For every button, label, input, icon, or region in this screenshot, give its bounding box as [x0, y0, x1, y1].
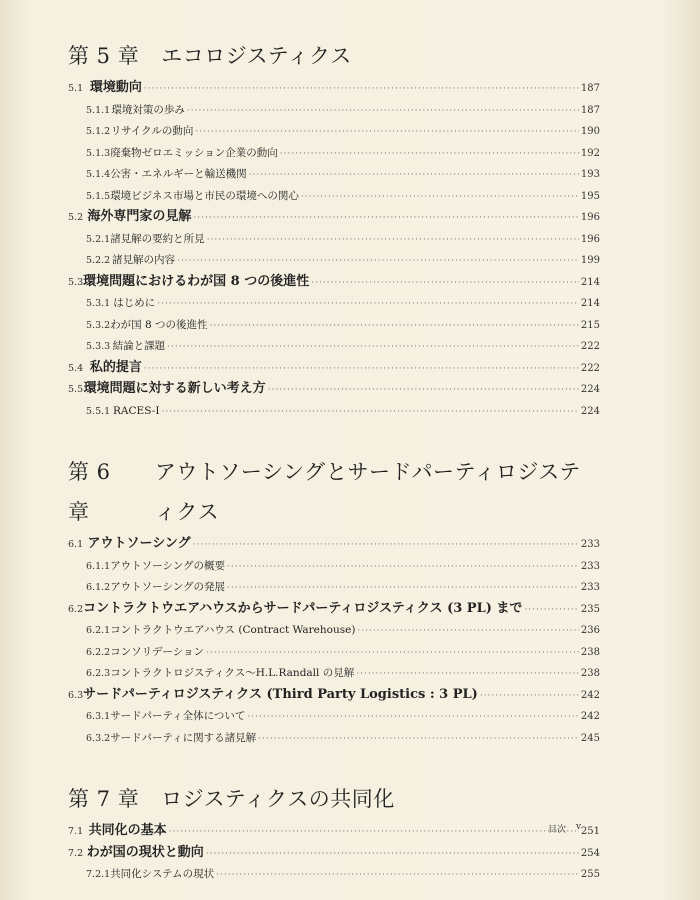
entry-title: 廃棄物ゼロエミッション企業の動向	[110, 146, 278, 159]
entry-title: 環境動向	[89, 80, 142, 95]
entry-number: 6.2.1	[86, 625, 111, 636]
entry-page-number: 242	[580, 689, 600, 701]
dot-leader	[144, 359, 579, 380]
section-entry	[68, 843, 600, 865]
entry-page-number: 190	[580, 126, 600, 137]
subsection-entry	[68, 556, 600, 578]
dot-leader	[227, 578, 579, 599]
subsection-entry	[68, 864, 600, 886]
entry-page-number: 238	[580, 646, 600, 658]
entry-title: 環境問題におけるわが国 8 つの後進性	[83, 273, 310, 289]
entry-number: 5.4	[68, 362, 84, 374]
section-entry	[68, 379, 600, 401]
chapter-label: 第 7 章	[68, 787, 140, 811]
entry-number: 5.2	[68, 212, 84, 223]
entry-page-number: 214	[580, 276, 600, 288]
chapter-title: ロジスティクスの共同化	[161, 787, 395, 811]
subsection-entry	[68, 315, 600, 337]
chapter-heading	[68, 452, 600, 532]
entry-number: 5.3.2	[86, 319, 111, 331]
entry-title: サードパーティ全体について	[110, 710, 246, 722]
entry-title: サードパーティに関する諸見解	[110, 731, 257, 744]
dot-leader	[162, 402, 579, 423]
dot-leader	[157, 294, 579, 315]
dot-leader	[356, 664, 579, 685]
entry-number: 5.3.1	[86, 298, 111, 309]
section-entry	[68, 534, 600, 556]
dot-leader	[167, 337, 579, 358]
entry-page-number: 214	[580, 298, 600, 309]
subsection-entry	[68, 336, 600, 358]
dot-leader	[357, 621, 578, 642]
dot-leader	[206, 844, 579, 865]
dot-leader	[193, 535, 579, 556]
dot-leader	[210, 316, 579, 337]
entry-title: サードパーティロジスティクス (Third Party Logistics : 3 PL)	[83, 686, 478, 702]
entry-number: 6.3.1	[86, 711, 111, 722]
chapter-label: 第 5 章	[68, 44, 140, 68]
entry-number: 7.2	[68, 847, 84, 859]
subsection-entry	[68, 577, 600, 599]
entry-page-number: 238	[580, 668, 600, 679]
section-entry	[68, 821, 600, 843]
entry-page-number: 193	[580, 169, 600, 180]
dot-leader	[301, 187, 579, 208]
entry-number: 5.1.3	[86, 147, 111, 159]
subsection-entry	[68, 620, 600, 642]
entry-page-number: 192	[580, 147, 600, 159]
entry-number: 5.3	[68, 276, 84, 288]
entry-number: 5.1.4	[86, 169, 111, 180]
footer-page-number: v	[576, 822, 582, 832]
entry-number: 5.1.1	[86, 104, 111, 116]
entry-page-number: 187	[580, 83, 600, 94]
section-entry	[68, 272, 600, 294]
entry-number: 6.3	[68, 689, 84, 701]
entry-title: コンソリデーション	[110, 645, 205, 658]
entry-number: 5.1.5	[86, 190, 111, 202]
section-entry	[68, 685, 600, 707]
entry-title: アウトソーシング	[87, 536, 191, 551]
page-footer	[548, 822, 581, 835]
dot-leader	[187, 101, 579, 122]
entry-number: 6.1	[68, 539, 84, 550]
subsection-entry	[68, 164, 600, 186]
subsection-entry	[68, 728, 600, 750]
entry-number: 6.3.2	[86, 732, 111, 744]
entry-page-number: 242	[580, 711, 600, 722]
dot-leader	[206, 643, 579, 664]
subsection-entry	[68, 293, 600, 315]
entry-title: 私的提言	[89, 359, 142, 375]
dot-leader	[480, 686, 579, 707]
section-entry	[68, 207, 600, 229]
entry-number: 6.1.1	[86, 560, 111, 572]
entry-page-number: 233	[580, 539, 600, 550]
dot-leader	[280, 144, 579, 165]
entry-number: 7.2.1	[86, 869, 111, 880]
dot-leader	[524, 600, 579, 621]
entry-page-number: 224	[580, 405, 600, 417]
subsection-entry	[68, 642, 600, 664]
dot-leader	[207, 230, 579, 251]
entry-number: 7.1	[68, 826, 84, 837]
subsection-entry	[68, 143, 600, 165]
entry-page-number: 195	[580, 190, 600, 202]
entry-title: 結論と課題	[112, 340, 166, 352]
table-of-contents	[68, 36, 600, 886]
dot-leader	[169, 822, 582, 843]
chapter-heading	[68, 36, 600, 76]
entry-number: 5.2.2	[86, 255, 111, 266]
entry-title: アウトソーシングの概要	[110, 559, 226, 572]
section-entry	[68, 78, 600, 100]
entry-page-number: 196	[580, 212, 600, 223]
entry-title: リサイクルの動向	[110, 125, 194, 137]
entry-title: アウトソーシングの発展	[110, 581, 226, 593]
section-entry	[68, 358, 600, 380]
entry-title: 諸見解の内容	[112, 254, 176, 266]
entry-page-number: 233	[580, 560, 600, 572]
chapter-title: アウトソーシングとサードパーティロジスティクス	[154, 460, 581, 524]
dot-leader	[311, 273, 579, 294]
entry-number: 6.2.3	[86, 668, 111, 679]
entry-page-number: 222	[580, 341, 600, 352]
subsection-entry	[68, 121, 600, 143]
entry-title: 環境ビジネス市場と市民の環境への関心	[110, 189, 299, 202]
entry-title: 環境問題に対する新しい考え方	[83, 381, 266, 396]
subsection-entry	[68, 401, 600, 423]
entry-page-number: 222	[580, 362, 600, 374]
subsection-entry	[68, 100, 600, 122]
dot-leader	[193, 208, 578, 229]
chapter-label: 第 6 章	[68, 460, 111, 524]
footer-label: 目次	[548, 825, 567, 835]
entry-title: わが国の現状と動向	[86, 844, 204, 860]
entry-page-number: 224	[580, 384, 600, 395]
entry-number: 6.1.2	[86, 582, 111, 593]
entry-page-number: 215	[580, 319, 600, 331]
entry-number: 5.5	[68, 384, 84, 395]
entry-page-number: 236	[580, 625, 600, 636]
subsection-entry	[68, 229, 600, 251]
entry-number: 6.2.2	[86, 646, 111, 658]
chapter-heading	[68, 779, 600, 819]
entry-page-number: 199	[580, 255, 600, 266]
entry-title: 公害・エネルギーと輸送機関	[110, 168, 247, 180]
entry-title: コントラクトウエアハウス (Contract Warehouse)	[110, 624, 356, 636]
entry-page-number: 235	[580, 603, 600, 615]
entry-page-number: 251	[580, 826, 600, 837]
dot-leader	[247, 707, 578, 728]
chapter-title: エコロジスティクス	[161, 44, 352, 68]
entry-title: コントラクトウエアハウスからサードパーティロジスティクス (3 PL) まで	[83, 600, 523, 616]
entry-page-number: 245	[580, 732, 600, 744]
dot-leader	[195, 122, 579, 143]
section-entry	[68, 599, 600, 621]
entry-page-number: 255	[580, 869, 600, 880]
entry-page-number: 254	[580, 847, 600, 859]
dot-leader	[144, 79, 579, 100]
entry-title: 諸見解の要約と所見	[110, 232, 205, 245]
entry-title: わが国 8 つの後進性	[110, 318, 208, 331]
entry-number: 5.1	[68, 83, 84, 94]
entry-title: 共同化の基本	[88, 823, 167, 838]
entry-page-number: 233	[580, 582, 600, 593]
entry-number: 5.1.2	[86, 126, 111, 137]
entry-number: 5.2.1	[86, 233, 111, 245]
dot-leader	[268, 380, 579, 401]
entry-number: 5.3.3	[86, 341, 111, 352]
entry-number: 5.5.1	[86, 405, 111, 417]
dot-leader	[227, 557, 579, 578]
dot-leader	[216, 865, 579, 886]
entry-title: はじめに	[113, 297, 156, 309]
entry-number: 6.2	[68, 603, 84, 615]
entry-title: コントラクトロジスティクス〜H.L.Randall の見解	[110, 667, 355, 679]
entry-page-number: 196	[580, 233, 600, 245]
entry-title: 共同化システムの現状	[110, 868, 215, 880]
dot-leader	[249, 165, 579, 186]
entry-title: 海外専門家の見解	[87, 209, 192, 224]
subsection-entry	[68, 250, 600, 272]
entry-title: RACES-I	[113, 404, 160, 417]
dot-leader	[258, 729, 579, 750]
subsection-entry	[68, 706, 600, 728]
entry-page-number: 187	[580, 104, 600, 116]
subsection-entry	[68, 186, 600, 208]
dot-leader	[177, 251, 579, 272]
subsection-entry	[68, 663, 600, 685]
entry-title: 環境対策の歩み	[111, 103, 185, 116]
